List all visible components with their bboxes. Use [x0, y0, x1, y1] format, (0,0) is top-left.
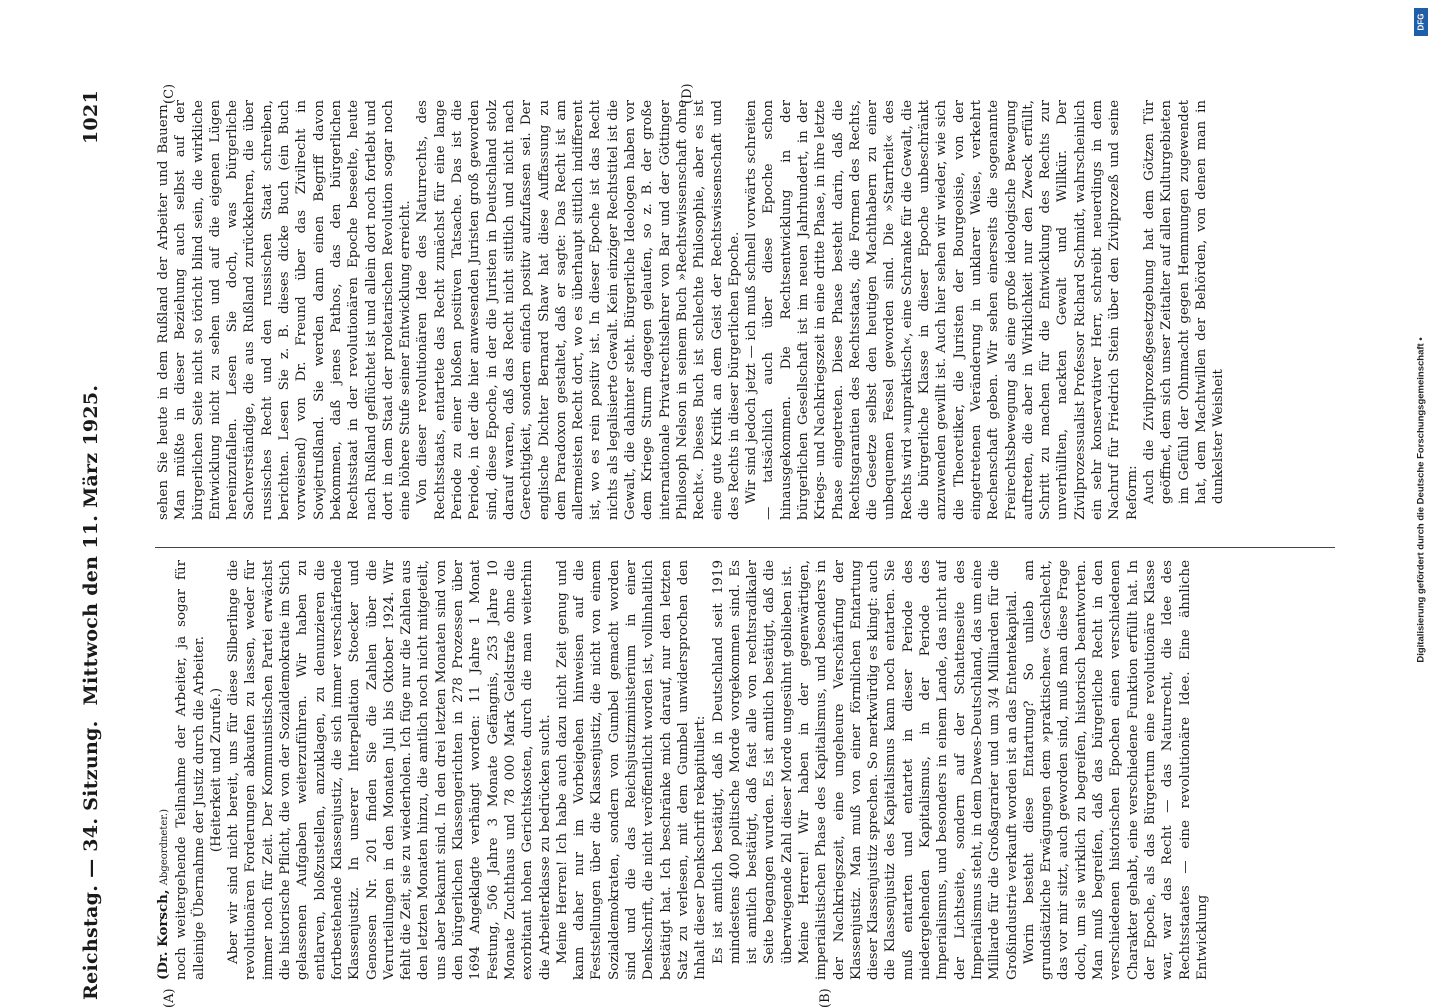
column-divider: [155, 547, 1335, 548]
document-page: [60, 83, 1350, 1008]
right-column: [155, 100, 1335, 520]
speaker-line: [155, 560, 173, 980]
digitization-note-text: Digitalisierung gefördert durch die Deutsche Forschungsgemeinschaft •: [1415, 337, 1427, 663]
paragraph: Wir sind jedoch jetzt — ich muß schnell vorwärts schreiten — tatsächlich auch über diese Epoche schon hinausgekommen. Die Rechtsentwicklung in der bürgerlichen Gesellschaft ist im neuen Jahrhundert, in der Kriegs- und Nachkriegszeit in eine dritte Phase, in ihre letzte Phase eingetreten. Diese Phase besteht darin, daß die Rechtsgarantien des Rechtsstaats, die Formen des Rechts, die Gesetze selbst den heutigen Machthabern zu einer unbequemen Fessel geworden sind. Die »Starrheit« des Rechts wird »unpraktisch«, eine Schranke für die Gewalt, die die bürgerliche Klasse in dieser Epoche unbeschränkt anzuwenden gewillt ist. Auch hier sehen wir wieder, wie sich die Theoretiker, die Juristen der Bourgeoisie, von der eingetretenen Veränderung in unklarer Weise, verkehrt Rechenschaft geben. Wir sehen einerseits die sogenannte Freirechtsbewegung als eine große ideologische Bewegung auftreten, die aber in Wirklichkeit nur den Zweck erfüllt, Schritt zu machen für die Entwicklung des Rechts zur unverhüllten, nackten Gewalt und Willkür. Der Zivilprozessualist Professor Richard Schmidt, wahrscheinlich ein sehr konservativer Herr, schreibt neuerdings in dem Nachruf für Friedrich Stein über den Zivilprozeß und seine Reform:: [744, 100, 1140, 520]
speaker-role: Abgeordneter.): [159, 809, 170, 886]
quotation: Es ist amtlich bestätigt, daß in Deutschland seit 1919 mindestens 400 politische Morde vorgekommen sind. Es ist amtlich bestätigt, daß fast alle von rechtsradikaler Seite begangen wurden. Es ist amtlich bestätigt, daß die überwiegende Zahl dieser Morde ungesühnt geblieben ist.: [710, 560, 795, 964]
paragraph: Meine Herren! Ich habe auch dazu nicht Zeit genug und kann daher nur im Vorbeigehen hinweisen auf die Feststellungen über die Klassenjustiz, die nicht von einem Sozialdemokraten, sondern von Gumbel gemacht worden sind und die das Reichsjustizministerium in einer Denkschrift, die nicht veröffentlicht worden ist, vollinhaltlich bestätigt hat. Ich beschränke mich darauf, nur den letzten Satz zu verlesen, mit dem Gumbel unwidersprochen den Inhalt dieser Denkschrift rekapituliert:: [554, 560, 709, 980]
margin-marker-c: (C): [162, 83, 177, 104]
page-number: 1021: [80, 90, 102, 145]
page-header: [80, 90, 120, 1000]
paragraph: Aber wir sind nicht bereit, uns für diese Silberlinge die revolutionären Forderungen abkaufen zu lassen, weder für immer noch für Zeit. Der Kommunistischen Partei erwächst die historische Pflicht, die von der Sozialdemokratie im Stich gelassenen Aufgaben weiterzuführen. Wir haben zu entlarven, bloßzustellen, anzuklagen, zu denunzieren die fortbestehende Klassenjustiz, die sich immer verschärfende Klassenjustiz. In unserer Interpellation Stoecker und Genossen Nr. 201 finden Sie die Zahlen über die Verurteilungen in den Monaten Juli bis Oktober 1924. Wir fehlt die Zeit, sie zu wiederholen. Ich füge nur die Zahlen aus den letzten Monaten hinzu, die amtlich noch nicht mitgeteilt, uns aber bekannt sind. In den drei letzten Monaten sind von den bürgerlichen Klassengerichten in 278 Prozessen über 1694 Angeklagte verhängt worden: 11 Jahre 1 Monat Festung, 506 Jahre 3 Monate Gefängnis, 253 Jahre 10 Monate Zuchthaus und 78 000 Mark Geldstrafe ohne die exorbitant hohen Gerichtskosten, durch die man weiterhin die Arbeiterklasse zu bedrücken sucht.: [226, 560, 553, 980]
paragraph: sehen Sie heute in dem Rußland der Arbeiter und Bauern. Man müßte in dieser Beziehung auch selbst auf der bürgerlichen Seite nicht so töricht blind sein, die wirkliche Entwicklung nicht zu sehen und auf die eigenen Lügen hereinzufallen. Lesen Sie doch, was bürgerliche Sachverständige, die aus Rußland zurückkehren, die über russisches Recht und den russischen Staat schreiben, berichten. Lesen Sie z. B. dieses dicke Buch (ein Buch vorweisend) von Dr. Freund über das Zivilrecht in Sowjetrußland. Sie werden dann einen Begriff davon bekommen, daß jenes Pathos, das den bürgerlichen Rechtsstaat in der revolutionären Epoche beseelte, heute nach Rußland geflüchtet ist und allein dort noch fortlebt und dort in dem Staat der proletarischen Revolution sogar noch eine höhere Stufe seiner Entwicklung erreicht.: [156, 100, 414, 520]
interjection: (Heiterkeit und Zurufe.): [208, 687, 224, 853]
paragraph: Meine Herren! Wir haben in der gegenwärtigen, imperialistischen Phase des Kapitalismus, und besonders in der Nachkriegszeit, eine ungeheure Verschärfung der Klassenjustiz. Man muß von einer förmlichen Entartung dieser Klassenjustiz sprechen. So merkwürdig es klingt: auch die Klassenjustiz des Kapitalismus kann noch entarten. Sie muß entarten und entartet in dieser Periode des niedergehenden Kapitalismus, in der Periode des Imperialismus, und besonders in einem Lande, das nicht auf der Lichtseite, sondern auf der Schattenseite des Imperialismus steht, in dem Dawes-Deutschland, das um eine Milliarde für die Großagrarier und um 3/4 Milliarden für die Großindustrie verkauft worden ist an das Ententekapital.: [796, 560, 1020, 980]
paragraph: noch weitergehende Teilnahme der Arbeiter, ja sogar für alleinige Übernahme der Justiz durch die Arbeiter.: [174, 560, 207, 980]
digitization-note: [1408, 0, 1434, 1000]
header-session: Reichstag. — 34. Sitzung.: [80, 720, 102, 1000]
paragraph: Von dieser revolutionären Idee des Naturrechts, des Rechtsstaats, entartete das Recht zunächst für eine lange Periode zu einer bloßen positiven Tatsache. Das ist die Periode, in der die hier anwesenden Juristen groß geworden sind, diese Epoche, in der die Juristen in Deutschland stolz darauf waren, daß das Recht nicht sittlich und nicht nach Gerechtigkeit, sondern einfach positiv aufzufassen sei. Der englische Dichter Bernard Shaw hat diese Auffassung zu dem Paradoxon gestaltet, daß er sagte: Das Recht ist am allermeisten Recht dort, wo es überhaupt sittlich indifferent ist, wo es rein positiv ist. In dieser Epoche ist das Recht nichts als legalisierte Gewalt. Kein einziger Rechtstitel ist die Gewalt, die dahinter steht. Bürgerliche Ideologen haben vor dem Kriege Sturm dagegen gelaufen, so z. B. der große internationale Privatrechtslehrer von Bar und der Göttinger Philosoph Nelson in seinem Buch »Rechtswissenschaft ohne Recht«. Dieses Buch ist schlechte Philosophie, aber es ist eine gute Kritik an dem Geist der Rechtswissenschaft und des Rechts in dieser bürgerlichen Epoche.: [415, 100, 742, 520]
dfg-logo: DFG: [1414, 8, 1428, 36]
margin-marker-a: (A): [162, 988, 177, 1008]
header-date: Mittwoch den 11. März 1925.: [80, 384, 102, 706]
paragraph: Worin besteht diese Entartung? So unlieb am grundsätzliche Erwägungen dem »praktischen« Geschlecht, das vor mir sitzt, auch geworden sind, muß man diese Frage doch, um sie wirklich zu begreifen, historisch beantworten. Man muß begreifen, daß das bürgerliche Recht in den verschiedenen historischen Epochen einen verschiedenen Charakter gehabt, eine verschiedene Funktion erfüllt hat. In der Epoche, als das Bürgertum eine revolutionäre Klasse war, war das Recht — das Naturrecht, die Idee des Rechtsstaates — eine revolutionäre Idee. Eine ähnliche Entwicklung: [1021, 560, 1210, 980]
margin-marker-b: (B): [818, 988, 833, 1008]
margin-marker-d: (D): [680, 83, 695, 104]
speaker-name: (Dr. Korsch,: [155, 889, 171, 980]
quotation: Auch die Zivilprozeßgesetzgebung hat dem Götzen Tür geöffnet, dem sich unser Zeitalter auf allen Kulturgebieten im Gefühl der Ohnmacht gegen Hemmungen zugewendet hat, dem Machtwillen der Behörden, von denen man in dunkelster Weisheit: [1141, 100, 1227, 504]
left-column: [155, 560, 1335, 980]
